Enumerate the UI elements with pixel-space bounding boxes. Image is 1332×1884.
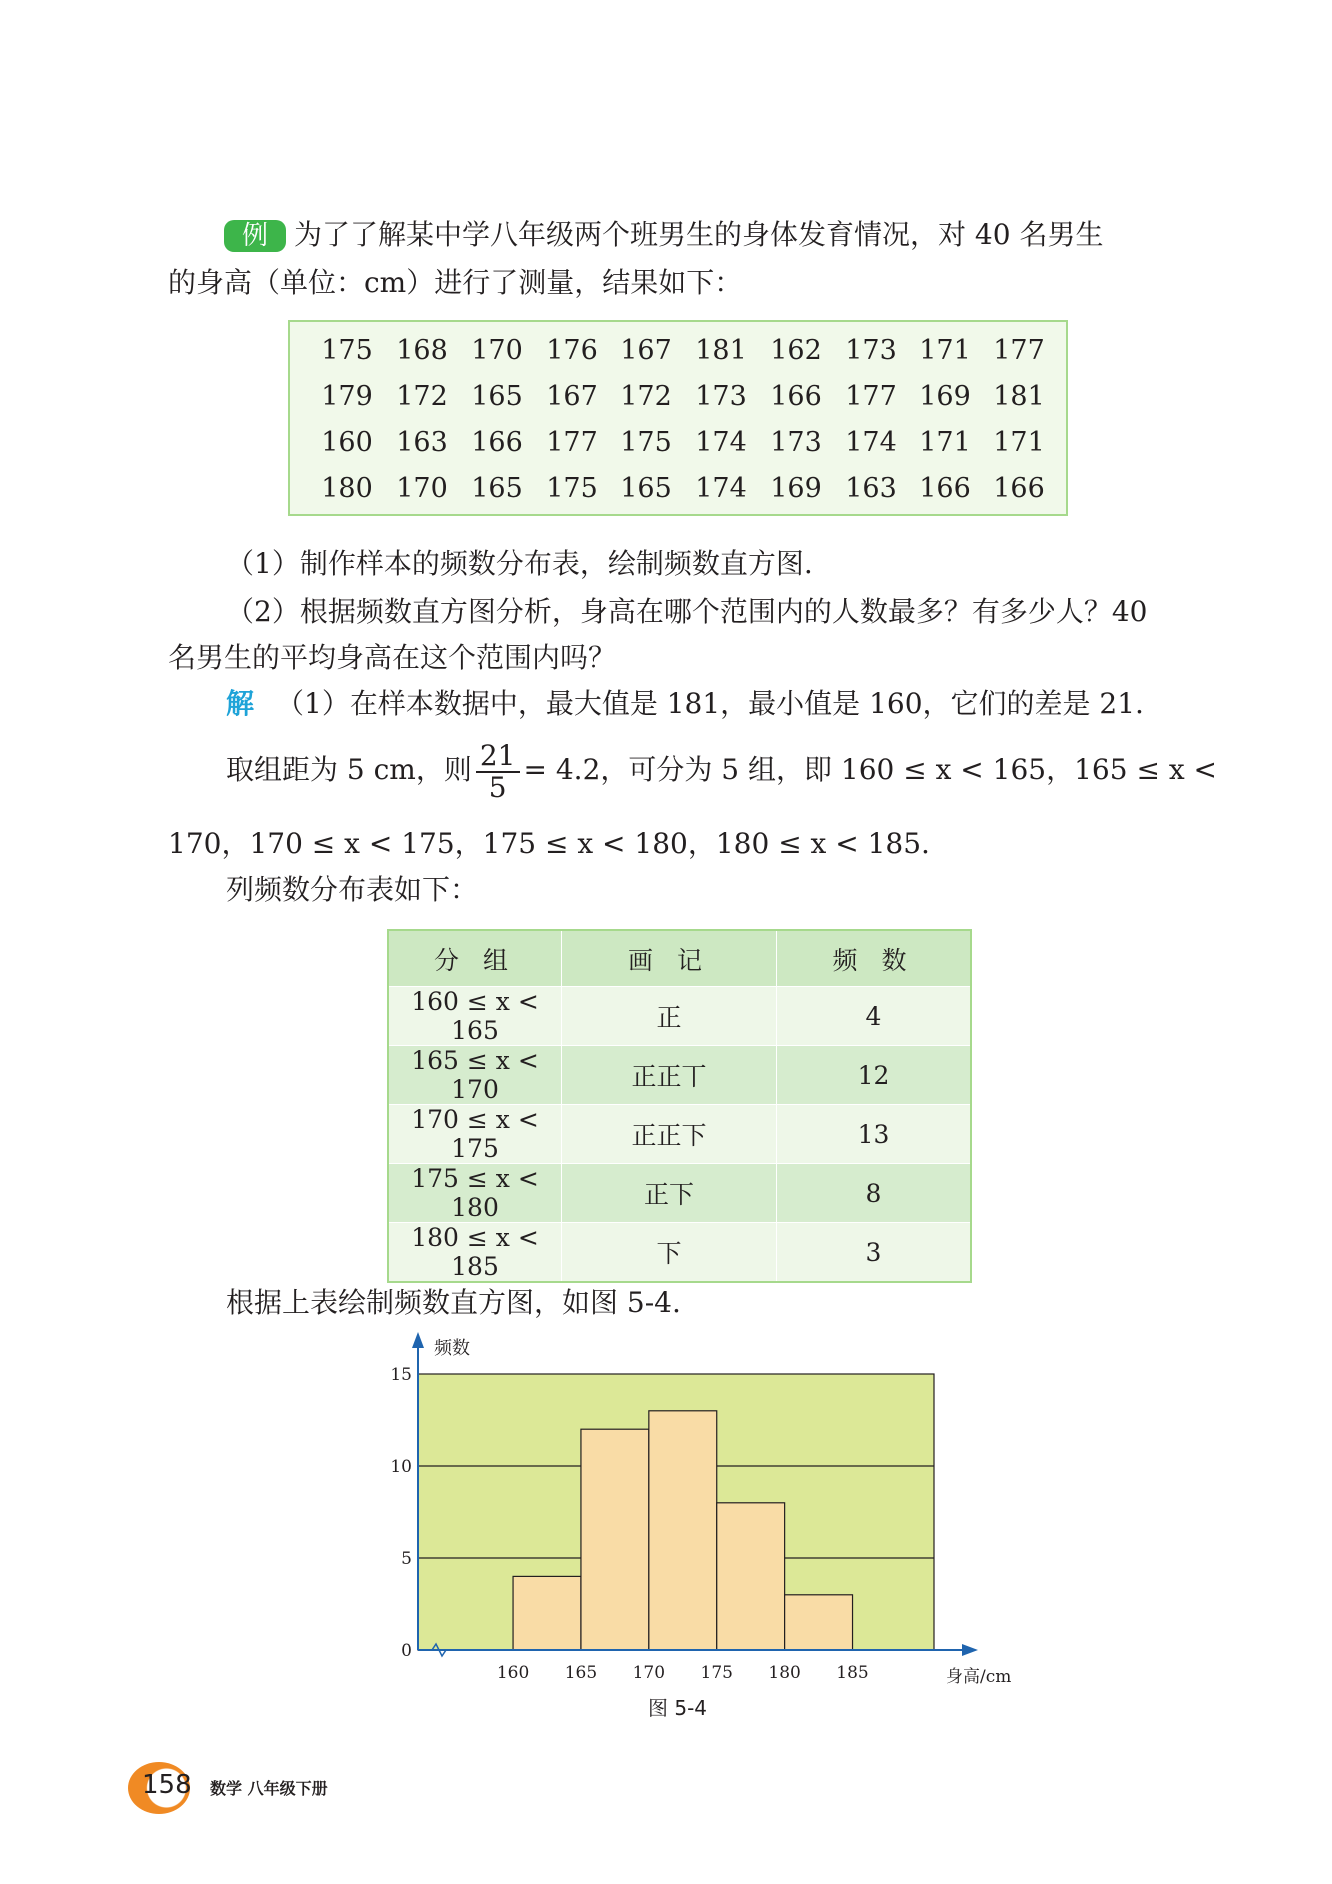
frequency-table-header <box>388 930 971 987</box>
frequency-cell-tally: 下 <box>562 1223 777 1283</box>
frequency-cell-group: 170 ≤ x < 175 <box>388 1105 562 1164</box>
raw-data-cell: 163 <box>396 427 448 458</box>
raw-data-cell: 168 <box>396 335 448 366</box>
solution-line-5: 根据上表绘制频数直方图，如图 5-4. <box>226 1286 681 1319</box>
y-tick-label: 0 <box>401 1641 412 1661</box>
raw-data-cell: 167 <box>620 335 672 366</box>
histogram-bar <box>649 1411 717 1650</box>
header-tally: 画 记 <box>562 930 777 987</box>
histogram-bar <box>785 1595 853 1650</box>
raw-data-cell: 166 <box>471 427 523 458</box>
solution-line-1: 解 （1）在样本数据中，最大值是 181，最小值是 160，它们的差是 21. <box>226 687 1144 720</box>
raw-data-cell: 172 <box>396 381 448 412</box>
raw-data-cell: 165 <box>471 473 523 504</box>
raw-data-cell: 160 <box>321 427 373 458</box>
raw-data-cell: 180 <box>321 473 373 504</box>
frequency-cell-tally: 正正下 <box>562 1105 777 1164</box>
x-tick-label: 165 <box>564 1663 598 1683</box>
raw-data-cell: 177 <box>546 427 598 458</box>
solution-line-2: 取组距为 5 cm，则 $\frac{21}{5}$ = 4.2，可分为 5 组，即 160 ≤ x < 165，165 ≤ x < <box>226 738 1217 804</box>
frequency-table-row <box>388 1223 971 1283</box>
frequency-table-row <box>388 1105 971 1164</box>
solution-line-4: 列频数分布表如下： <box>226 873 479 906</box>
raw-data-cell: 163 <box>845 473 897 504</box>
raw-data-row <box>290 374 1066 420</box>
x-axis-arrow <box>962 1644 978 1656</box>
raw-data-row <box>290 328 1066 374</box>
raw-data-cell: 174 <box>845 427 897 458</box>
raw-data-cell: 175 <box>546 473 598 504</box>
raw-data-cell: 175 <box>620 427 672 458</box>
x-tick-label: 185 <box>836 1663 869 1683</box>
x-tick-label: 175 <box>700 1663 733 1683</box>
raw-data-cell: 165 <box>471 381 523 412</box>
frequency-cell-tally: 正正丅 <box>562 1046 777 1105</box>
example-line-1: 例 为了了解某中学八年级两个班男生的身体发育情况，对 40 名男生 <box>224 217 1103 253</box>
raw-data-cell: 167 <box>546 381 598 412</box>
page-footer <box>128 1762 508 1814</box>
frequency-cell-count: 8 <box>777 1164 972 1223</box>
question-2-line-2: 名男生的平均身高在这个范围内吗？ <box>168 641 617 674</box>
frequency-table-row <box>388 1046 971 1105</box>
raw-data-cell: 174 <box>695 427 747 458</box>
raw-data-cell: 170 <box>471 335 523 366</box>
raw-data-cell: 172 <box>620 381 672 412</box>
page-number: 158 <box>142 1770 192 1800</box>
frequency-cell-count: 3 <box>777 1223 972 1283</box>
y-axis-title: 频数 <box>434 1338 470 1359</box>
frequency-cell-group: 175 ≤ x < 180 <box>388 1164 562 1223</box>
y-tick-label: 5 <box>401 1549 412 1569</box>
raw-data-cell: 171 <box>919 427 971 458</box>
x-tick-label: 170 <box>632 1663 666 1683</box>
raw-data-cell: 169 <box>919 381 971 412</box>
raw-data-cell: 181 <box>695 335 747 366</box>
solution-label: 解 <box>226 687 255 720</box>
x-tick-label: 160 <box>496 1663 530 1683</box>
raw-data-cell: 176 <box>546 335 598 366</box>
raw-data-table <box>288 320 1068 516</box>
example-line-2: 的身高（单位：cm）进行了测量，结果如下： <box>168 266 743 299</box>
raw-data-cell: 175 <box>321 335 373 366</box>
raw-data-cell: 162 <box>770 335 822 366</box>
frequency-cell-group: 160 ≤ x < 165 <box>388 987 562 1046</box>
raw-data-cell: 177 <box>845 381 897 412</box>
raw-data-cell: 165 <box>620 473 672 504</box>
frequency-table-row <box>388 987 971 1046</box>
raw-data-row <box>290 466 1066 512</box>
frequency-cell-group: 165 ≤ x < 170 <box>388 1046 562 1105</box>
raw-data-cell: 177 <box>993 335 1045 366</box>
raw-data-cell: 166 <box>770 381 822 412</box>
x-axis-title: 身高/cm <box>946 1667 1012 1687</box>
header-count: 频 数 <box>777 930 972 987</box>
frequency-cell-count: 4 <box>777 987 972 1046</box>
book-title: 数学 八年级下册 <box>210 1779 328 1798</box>
y-axis-arrow <box>412 1332 424 1348</box>
raw-data-cell: 169 <box>770 473 822 504</box>
histogram-bar <box>513 1576 581 1650</box>
frequency-cell-tally: 正 <box>562 987 777 1046</box>
frequency-cell-tally: 正下 <box>562 1164 777 1223</box>
raw-data-cell: 166 <box>993 473 1045 504</box>
fraction: $\frac{21}{5}$ <box>476 741 520 803</box>
raw-data-row <box>290 420 1066 466</box>
histogram-bar <box>581 1429 649 1650</box>
raw-data-cell: 173 <box>695 381 747 412</box>
histogram-chart <box>380 1330 1012 1690</box>
question-1: （1）制作样本的频数分布表，绘制频数直方图. <box>226 547 813 580</box>
solution-line-3: 170，170 ≤ x < 175，175 ≤ x < 180，180 ≤ x < 185. <box>168 827 930 860</box>
raw-data-cell: 174 <box>695 473 747 504</box>
header-group: 分 组 <box>388 930 562 987</box>
frequency-cell-group: 180 ≤ x < 185 <box>388 1223 562 1283</box>
example-badge: 例 <box>224 220 286 252</box>
frequency-table <box>387 929 972 1283</box>
y-tick-label: 10 <box>390 1457 412 1477</box>
raw-data-cell: 166 <box>919 473 971 504</box>
y-tick-label: 15 <box>390 1365 412 1385</box>
raw-data-cell: 181 <box>993 381 1045 412</box>
raw-data-cell: 171 <box>919 335 971 366</box>
raw-data-cell: 173 <box>770 427 822 458</box>
raw-data-cell: 179 <box>321 381 373 412</box>
frequency-table-row <box>388 1164 971 1223</box>
frequency-cell-count: 13 <box>777 1105 972 1164</box>
x-tick-label: 180 <box>768 1663 801 1683</box>
raw-data-cell: 171 <box>993 427 1045 458</box>
histogram-bar <box>717 1503 785 1650</box>
frequency-cell-count: 12 <box>777 1046 972 1105</box>
raw-data-cell: 170 <box>396 473 448 504</box>
question-2-line-1: （2）根据频数直方图分析，身高在哪个范围内的人数最多？有多少人？40 <box>226 595 1148 628</box>
figure-caption: 图 5-4 <box>648 1696 708 1720</box>
raw-data-cell: 173 <box>845 335 897 366</box>
